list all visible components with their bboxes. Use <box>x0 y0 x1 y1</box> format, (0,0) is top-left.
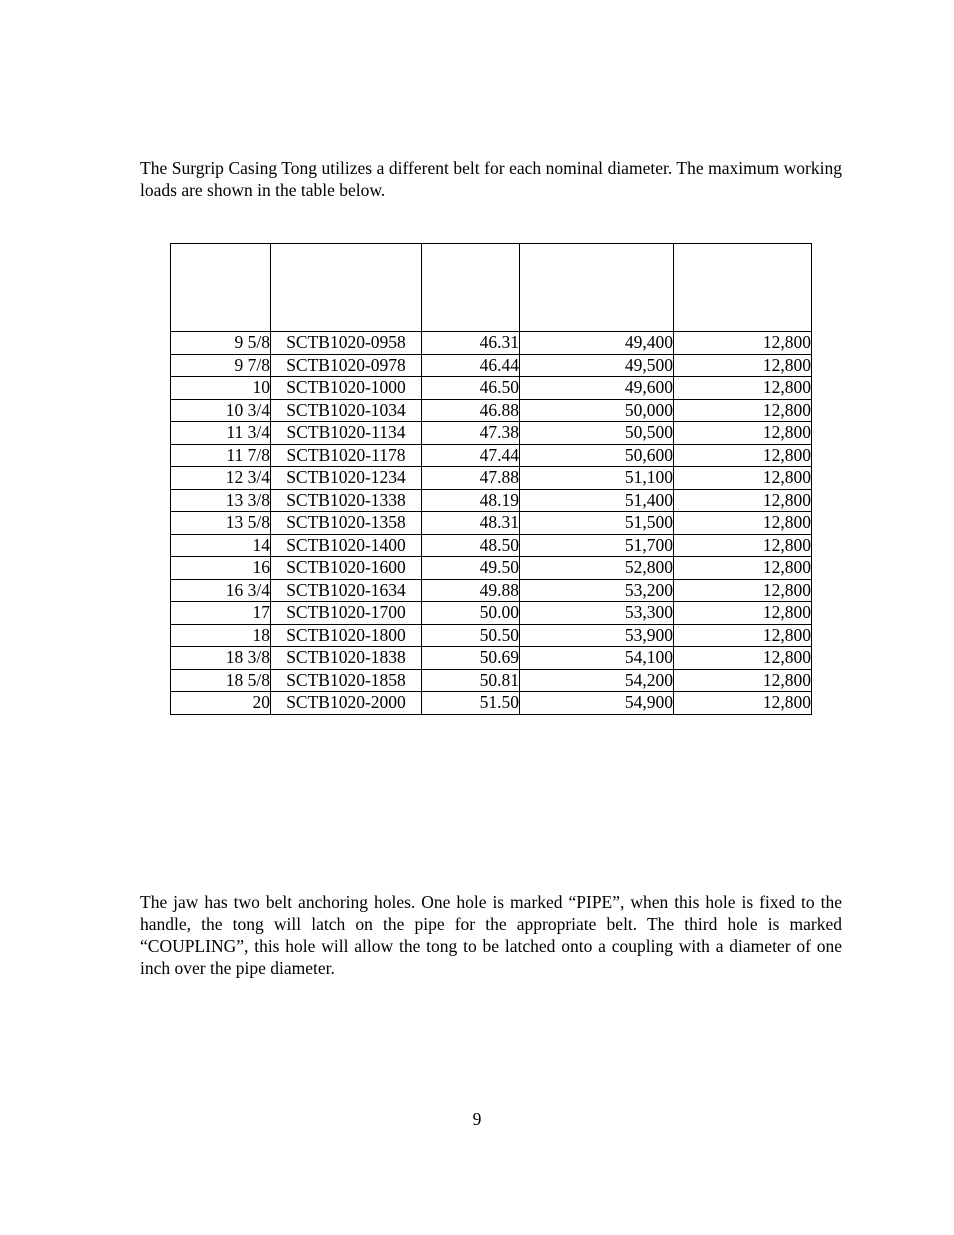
table-row <box>171 534 812 557</box>
load-cell: 12,800 <box>674 399 812 422</box>
load-cell: 50,500 <box>520 422 674 445</box>
page-number: 9 <box>472 1109 482 1129</box>
header-cell <box>422 244 520 332</box>
load-cell: 12,800 <box>674 332 812 355</box>
belt-length-cell: 48.31 <box>422 512 520 535</box>
belt-length-cell: 46.44 <box>422 354 520 377</box>
table-row <box>171 647 812 670</box>
belt-length-cell: 46.31 <box>422 332 520 355</box>
nominal-diameter-cell: 16 <box>171 557 271 580</box>
table-row <box>171 557 812 580</box>
nominal-diameter-cell: 20 <box>171 692 271 715</box>
load-cell: 53,300 <box>520 602 674 625</box>
belt-length-cell: 49.88 <box>422 579 520 602</box>
part-number-cell: SCTB1020-1178 <box>271 444 422 467</box>
load-cell: 51,500 <box>520 512 674 535</box>
belt-length-cell: 50.81 <box>422 669 520 692</box>
nominal-diameter-cell: 10 3/4 <box>171 399 271 422</box>
table-row <box>171 332 812 355</box>
belt-length-cell: 50.69 <box>422 647 520 670</box>
belt-length-cell: 47.44 <box>422 444 520 467</box>
nominal-diameter-cell: 12 3/4 <box>171 467 271 490</box>
load-cell: 12,800 <box>674 602 812 625</box>
load-cell: 12,800 <box>674 534 812 557</box>
table-row <box>171 692 812 715</box>
part-number-cell: SCTB1020-1000 <box>271 377 422 400</box>
nominal-diameter-cell: 18 <box>171 624 271 647</box>
load-cell: 12,800 <box>674 377 812 400</box>
load-cell: 12,800 <box>674 579 812 602</box>
part-number-cell: SCTB1020-1338 <box>271 489 422 512</box>
belt-length-cell: 46.88 <box>422 399 520 422</box>
belt-length-cell: 48.19 <box>422 489 520 512</box>
table-row <box>171 422 812 445</box>
table-row <box>171 467 812 490</box>
nominal-diameter-cell: 10 <box>171 377 271 400</box>
table-row <box>171 602 812 625</box>
belt-length-cell: 50.00 <box>422 602 520 625</box>
part-number-cell: SCTB1020-2000 <box>271 692 422 715</box>
intro-paragraph: The Surgrip Casing Tong utilizes a different belt for each nominal diameter. The maximum working loads are shown in the table below. <box>140 158 842 200</box>
table-row <box>171 669 812 692</box>
part-number-cell: SCTB1020-1400 <box>271 534 422 557</box>
nominal-diameter-cell: 13 5/8 <box>171 512 271 535</box>
load-cell: 53,200 <box>520 579 674 602</box>
nominal-diameter-cell: 18 5/8 <box>171 669 271 692</box>
part-number-cell: SCTB1020-1700 <box>271 602 422 625</box>
load-cell: 51,700 <box>520 534 674 557</box>
nominal-diameter-cell: 11 3/4 <box>171 422 271 445</box>
header-cell <box>271 244 422 332</box>
load-cell: 12,800 <box>674 422 812 445</box>
load-cell: 54,100 <box>520 647 674 670</box>
load-cell: 12,800 <box>674 669 812 692</box>
load-cell: 12,800 <box>674 557 812 580</box>
load-cell: 53,900 <box>520 624 674 647</box>
part-number-cell: SCTB1020-1838 <box>271 647 422 670</box>
part-number-cell: SCTB1020-1034 <box>271 399 422 422</box>
table-row <box>171 489 812 512</box>
belt-length-cell: 47.38 <box>422 422 520 445</box>
table-row <box>171 512 812 535</box>
load-cell: 49,600 <box>520 377 674 400</box>
part-number-cell: SCTB1020-0958 <box>271 332 422 355</box>
part-number-cell: SCTB1020-1858 <box>271 669 422 692</box>
part-number-cell: SCTB1020-1634 <box>271 579 422 602</box>
part-number-cell: SCTB1020-0978 <box>271 354 422 377</box>
nominal-diameter-cell: 13 3/8 <box>171 489 271 512</box>
load-cell: 49,400 <box>520 332 674 355</box>
header-cell <box>674 244 812 332</box>
table-row <box>171 624 812 647</box>
nominal-diameter-cell: 17 <box>171 602 271 625</box>
load-cell: 12,800 <box>674 489 812 512</box>
nominal-diameter-cell: 16 3/4 <box>171 579 271 602</box>
nominal-diameter-cell: 9 5/8 <box>171 332 271 355</box>
load-cell: 51,400 <box>520 489 674 512</box>
table-row <box>171 579 812 602</box>
load-cell: 12,800 <box>674 624 812 647</box>
part-number-cell: SCTB1020-1134 <box>271 422 422 445</box>
belt-load-table <box>170 243 812 715</box>
belt-length-cell: 47.88 <box>422 467 520 490</box>
nominal-diameter-cell: 11 7/8 <box>171 444 271 467</box>
load-cell: 50,000 <box>520 399 674 422</box>
load-cell: 12,800 <box>674 692 812 715</box>
load-cell: 52,800 <box>520 557 674 580</box>
belt-length-cell: 46.50 <box>422 377 520 400</box>
table-row <box>171 377 812 400</box>
nominal-diameter-cell: 14 <box>171 534 271 557</box>
load-cell: 51,100 <box>520 467 674 490</box>
load-cell: 54,900 <box>520 692 674 715</box>
belt-length-cell: 50.50 <box>422 624 520 647</box>
nominal-diameter-cell: 9 7/8 <box>171 354 271 377</box>
belt-length-cell: 51.50 <box>422 692 520 715</box>
load-cell: 54,200 <box>520 669 674 692</box>
load-cell: 12,800 <box>674 444 812 467</box>
header-cell <box>171 244 271 332</box>
load-cell: 49,500 <box>520 354 674 377</box>
load-cell: 12,800 <box>674 467 812 490</box>
table-row <box>171 399 812 422</box>
load-cell: 12,800 <box>674 647 812 670</box>
belt-length-cell: 49.50 <box>422 557 520 580</box>
jaw-paragraph: The jaw has two belt anchoring holes. One hole is marked “PIPE”, when this hole is fixed to the handle, the tong will latch on the pipe for the appropriate belt. The third hole is marked “COUPLING”, this hole will allow the tong to be latched onto a coupling with a diameter of one inch over the pipe diameter. <box>140 892 842 978</box>
load-cell: 12,800 <box>674 512 812 535</box>
part-number-cell: SCTB1020-1358 <box>271 512 422 535</box>
table-row <box>171 444 812 467</box>
part-number-cell: SCTB1020-1600 <box>271 557 422 580</box>
part-number-cell: SCTB1020-1800 <box>271 624 422 647</box>
part-number-cell: SCTB1020-1234 <box>271 467 422 490</box>
table-header-row <box>171 244 812 332</box>
load-cell: 12,800 <box>674 354 812 377</box>
load-cell: 50,600 <box>520 444 674 467</box>
belt-length-cell: 48.50 <box>422 534 520 557</box>
header-cell <box>520 244 674 332</box>
table-row <box>171 354 812 377</box>
nominal-diameter-cell: 18 3/8 <box>171 647 271 670</box>
